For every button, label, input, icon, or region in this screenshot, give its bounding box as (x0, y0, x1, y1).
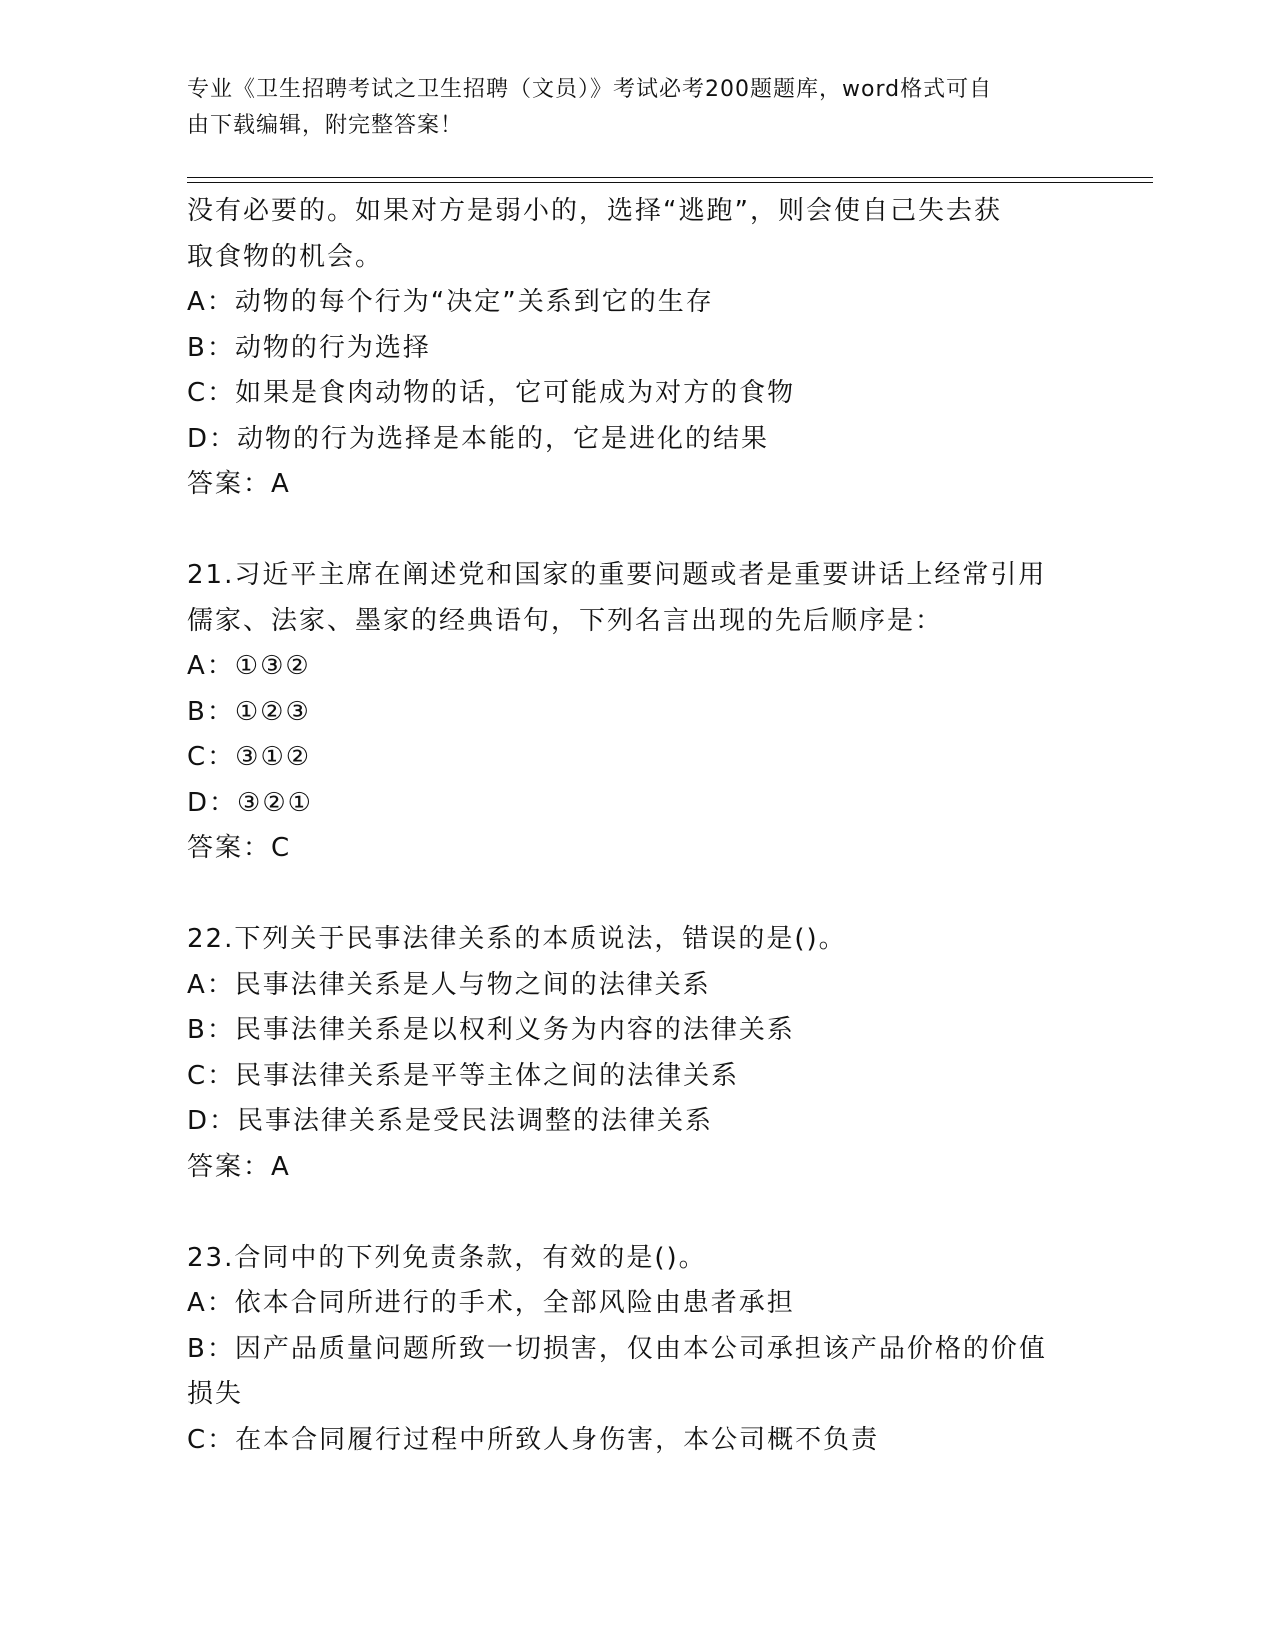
option-c: C：③①② (187, 742, 312, 772)
option-c: C：在本合同履行过程中所致人身伤害，本公司概不负责 (187, 1424, 880, 1455)
option-b-continuation: 损失 (187, 1379, 244, 1409)
document-header (187, 72, 1087, 144)
document-body (187, 189, 1087, 1463)
option-b: B：民事法律关系是以权利义务为内容的法律关系 (187, 1015, 795, 1045)
option-a: A：①③② (187, 651, 311, 681)
question-23 (187, 1236, 1087, 1464)
question-22 (187, 917, 1087, 1190)
header-line-2: 由下载编辑，附完整答案！ (187, 113, 464, 138)
continuation-line: 没有必要的。如果对方是弱小的，选择“逃跑”，则会使自己失去获 (187, 196, 1002, 226)
answer-line: 答案：A (187, 469, 291, 499)
option-c: C：如果是食肉动物的话，它可能成为对方的食物 (187, 378, 796, 408)
option-b: B：动物的行为选择 (187, 332, 431, 363)
answer-line: 答案：A (187, 1151, 291, 1182)
option-c: C：民事法律关系是平等主体之间的法律关系 (187, 1060, 740, 1091)
option-b: B：因产品质量问题所致一切损害，仅由本公司承担该产品价格的价值 (187, 1333, 1047, 1364)
option-d: D：③②① (187, 787, 313, 818)
header-divider-top (187, 177, 1153, 178)
answer-line: 答案：C (187, 833, 292, 863)
option-d: D：动物的行为选择是本能的，它是进化的结果 (187, 423, 770, 454)
question-stem: 21.习近平主席在阐述党和国家的重要问题或者是重要讲话上经常引用 (187, 560, 1047, 590)
header-line-1: 专业《卫生招聘考试之卫生招聘（文员）》考试必考200题题库，word格式可自 (187, 77, 993, 102)
question-21 (187, 553, 1087, 872)
option-a: A：民事法律关系是人与物之间的法律关系 (187, 969, 711, 1000)
option-a: A：动物的每个行为“决定”关系到它的生存 (187, 287, 714, 317)
continuation-line: 取食物的机会。 (187, 241, 384, 272)
option-a: A：依本合同所进行的手术，全部风险由患者承担 (187, 1288, 795, 1318)
option-b: B：①②③ (187, 696, 311, 727)
question-stem: 22.下列关于民事法律关系的本质说法，错误的是()。 (187, 924, 847, 954)
option-d: D：民事法律关系是受民法调整的法律关系 (187, 1106, 714, 1136)
question-stem: 儒家、法家、墨家的经典语句，下列名言出现的先后顺序是： (187, 605, 944, 636)
question-stem: 23.合同中的下列免责条款，有效的是()。 (187, 1242, 707, 1273)
header-divider-bottom (187, 182, 1153, 183)
